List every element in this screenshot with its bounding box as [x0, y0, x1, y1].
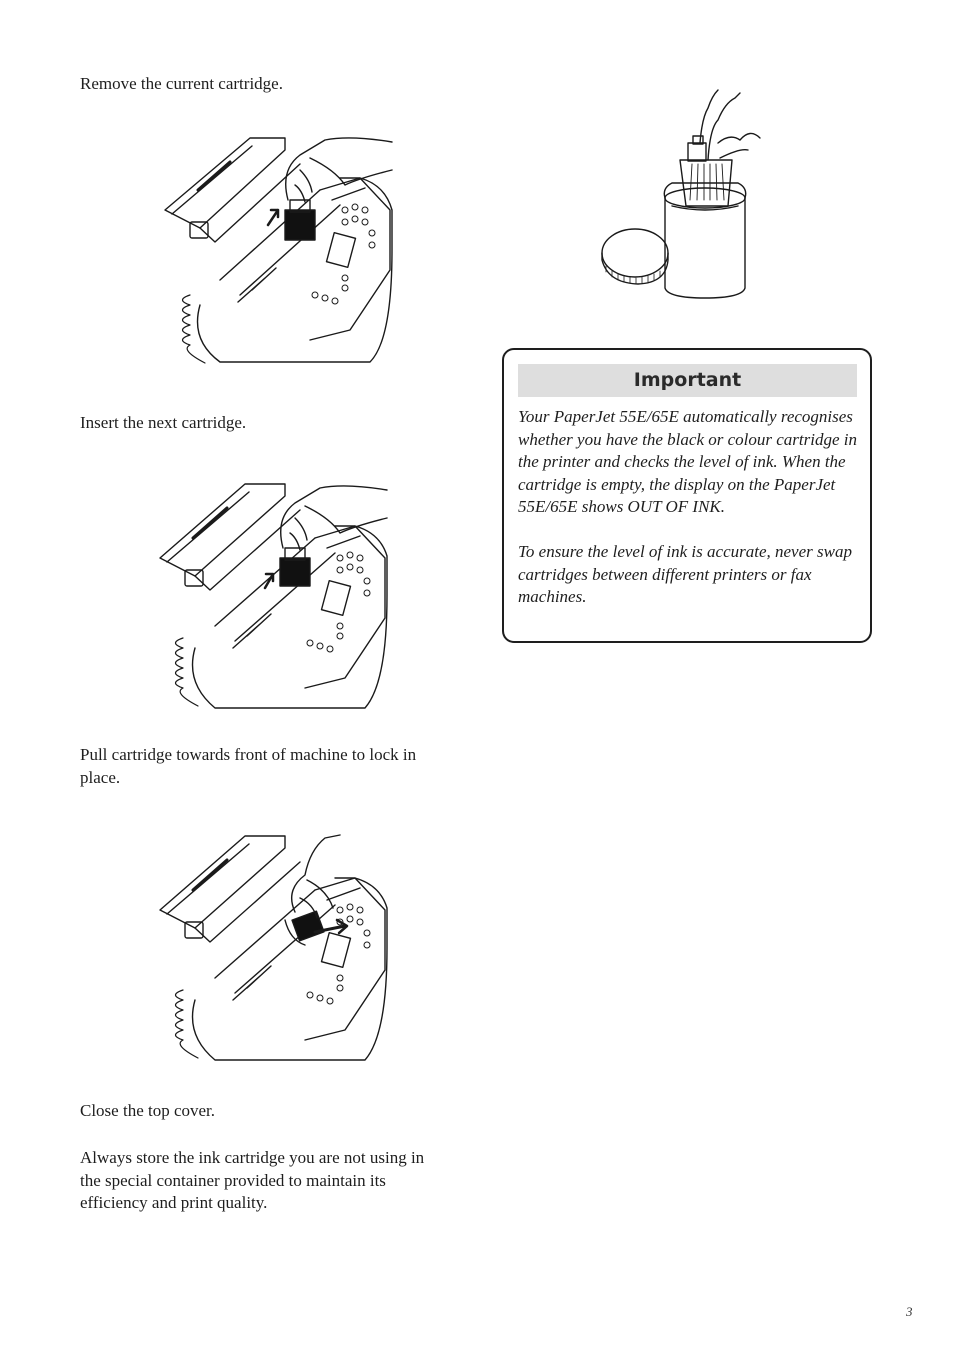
important-paragraph-2: To ensure the level of ink is accurate, never swap cartridges between different printers or fax machines.: [518, 541, 852, 607]
important-body: [518, 406, 863, 631]
ink-container-illustration: [600, 88, 770, 303]
step-pull-text: Pull cartridge towards front of machine to lock in place.: [80, 745, 417, 787]
step-remove-text: Remove the current cartridge.: [80, 74, 283, 93]
important-notice: [502, 348, 872, 643]
step-close-text: Close the top cover.: [80, 1101, 216, 1120]
important-title: Important: [518, 364, 857, 397]
remove-cartridge-illustration: [160, 130, 400, 370]
step-store-text: Always store the ink cartridge you are not using in the special container provided to maintain its efficiency and print quality.: [80, 1148, 425, 1212]
insert-cartridge-illustration: [155, 478, 395, 713]
step-insert-text: Insert the next cartridge.: [80, 413, 247, 432]
page-number: 3: [906, 1304, 913, 1319]
important-paragraph-1: Your PaperJet 55E/65E automatically recognises whether you have the black or colour cartridge in the printer and checks the level of ink. When the cartridge is empty, the display on the PaperJet 55E/65E shows OUT OF INK.: [518, 407, 857, 517]
lock-cartridge-illustration: [155, 830, 395, 1065]
